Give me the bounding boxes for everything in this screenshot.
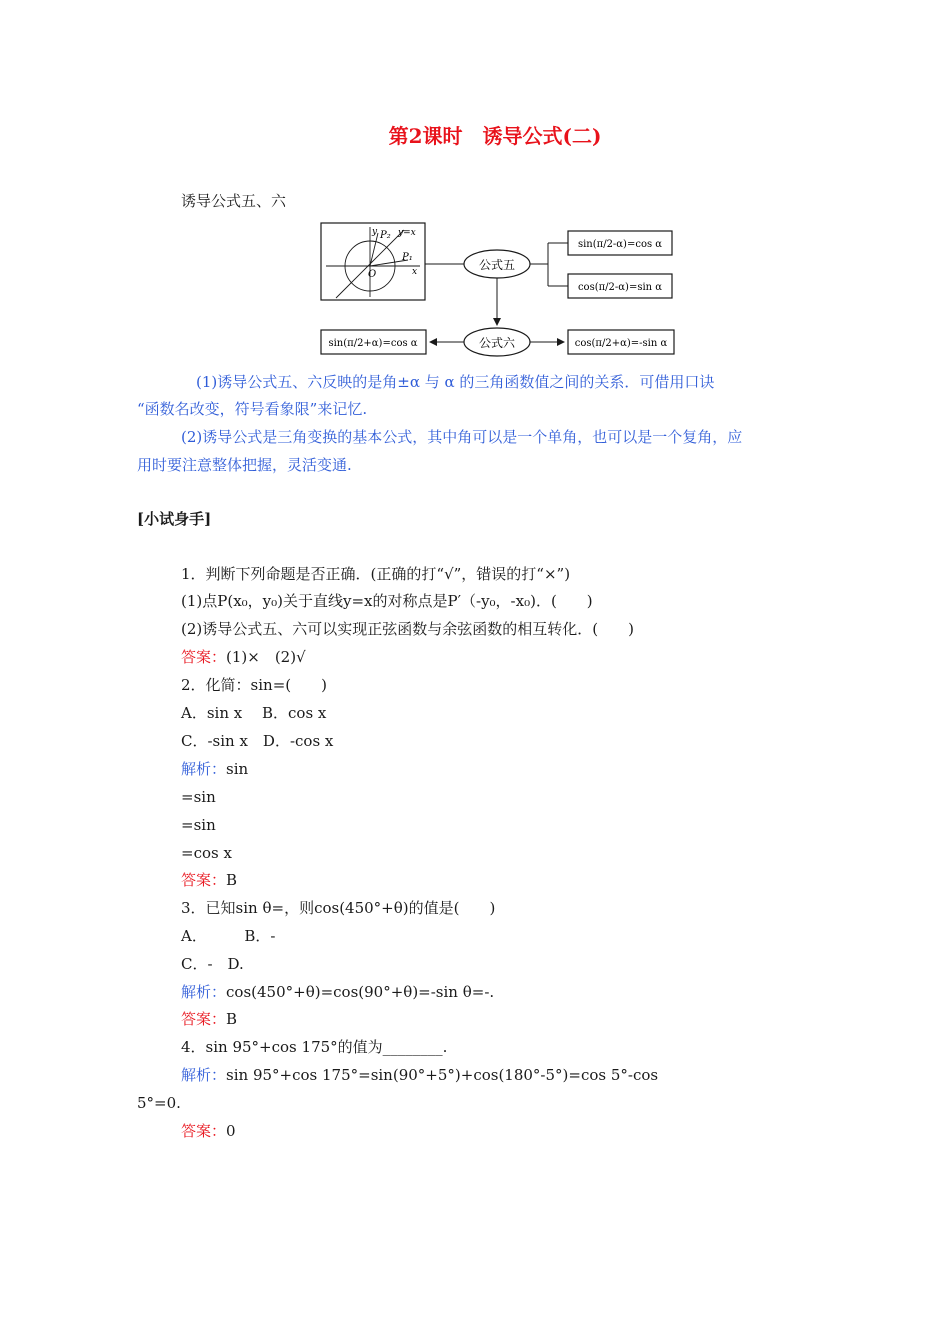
formula-sin-plus: sin(π/2+α)=cos α [328, 338, 418, 349]
section-heading: 诱导公式五、六 [181, 192, 287, 210]
q1-stem: 1．判断下列命题是否正确．(正确的打“√”，错误的打“×”) [181, 565, 571, 583]
practice-heading: [小试身手] [137, 510, 212, 528]
q3-options-cd: C．- D. [181, 955, 244, 973]
page-title: 第2课时 诱导公式(二) [388, 124, 602, 148]
q4-answer-row [181, 1121, 236, 1141]
note-2-line-2: 用时要注意整体把握，灵活变通. [137, 456, 352, 474]
q1-answer: (1)× (2)√ [226, 648, 306, 666]
note-2-line-1: (2)诱导公式是三角变换的基本公式，其中角可以是一个单角，也可以是一个复角，应 [181, 428, 743, 446]
q1-answer-row [181, 647, 306, 667]
q2-step-3: =sin [181, 816, 216, 834]
formula-diagram [318, 220, 680, 360]
q2-step-2: =sin [181, 788, 216, 806]
analysis-label: 解析： [181, 760, 227, 778]
node-six-label: 公式六 [478, 336, 516, 350]
q2-analysis-row [181, 759, 248, 779]
note-1-line-2: “函数名改变，符号看象限”来记忆. [137, 400, 368, 418]
q4-analysis-line-2: 5°=0. [137, 1094, 181, 1112]
formula-cos-minus: cos(π/2-α)=sin α [577, 282, 663, 293]
answer-label: 答案： [181, 1122, 227, 1140]
line-label: y=x [398, 228, 416, 238]
q3-answer: B [226, 1010, 238, 1028]
p1-label: P₁ [402, 252, 413, 263]
q3-analysis-row [181, 982, 494, 1002]
q2-step-1: sin [226, 760, 249, 778]
note-1-line-1: (1)诱导公式五、六反映的是角±α 与 α 的三角函数值之间的关系．可借用口诀 [196, 373, 715, 391]
q3-answer-row [181, 1009, 237, 1029]
formula-sin-minus: sin(π/2-α)=cos α [577, 239, 663, 250]
q4-answer: 0 [226, 1122, 236, 1140]
node-five-label: 公式五 [478, 258, 516, 272]
answer-label: 答案： [181, 1010, 227, 1028]
analysis-label: 解析： [181, 983, 227, 1001]
analysis-label: 解析： [181, 1066, 227, 1084]
q2-stem: 2．化简：sin=( ) [181, 676, 327, 694]
answer-label: 答案： [181, 871, 227, 889]
q4-stem: 4．sin 95°+cos 175°的值为________. [181, 1038, 448, 1056]
origin-label: O [368, 269, 377, 280]
axis-y-label: y [372, 227, 378, 237]
axis-x-label: x [412, 267, 418, 277]
p2-label: P₂ [380, 230, 391, 241]
answer-label: 答案： [181, 648, 227, 666]
q1-item-1: (1)点P(x₀，y₀)关于直线y=x的对称点是P′（-y₀，-x₀)．( ) [181, 592, 593, 610]
q3-stem: 3．已知sin θ=，则cos(450°+θ)的值是( ) [181, 899, 496, 917]
formula-cos-plus: cos(π/2+α)=-sin α [574, 338, 668, 349]
q2-answer: B [226, 871, 238, 889]
q2-step-4: =cos x [181, 844, 232, 862]
q3-options-ab: A． B．- [181, 927, 276, 945]
q2-answer-row [181, 870, 237, 890]
q2-options-ab: A．sin x B．cos x [181, 704, 327, 722]
q3-analysis: cos(450°+θ)=cos(90°+θ)=-sin θ=-. [226, 983, 495, 1001]
q2-options-cd: C．-sin x D．-cos x [181, 732, 334, 750]
q4-analysis-line-1: sin 95°+cos 175°=sin(90°+5°)+cos(180°-5°)=cos 5°-cos [226, 1066, 659, 1084]
q4-analysis-row [181, 1065, 658, 1085]
q1-item-2: (2)诱导公式五、六可以实现正弦函数与余弦函数的相互转化．( ) [181, 620, 634, 638]
